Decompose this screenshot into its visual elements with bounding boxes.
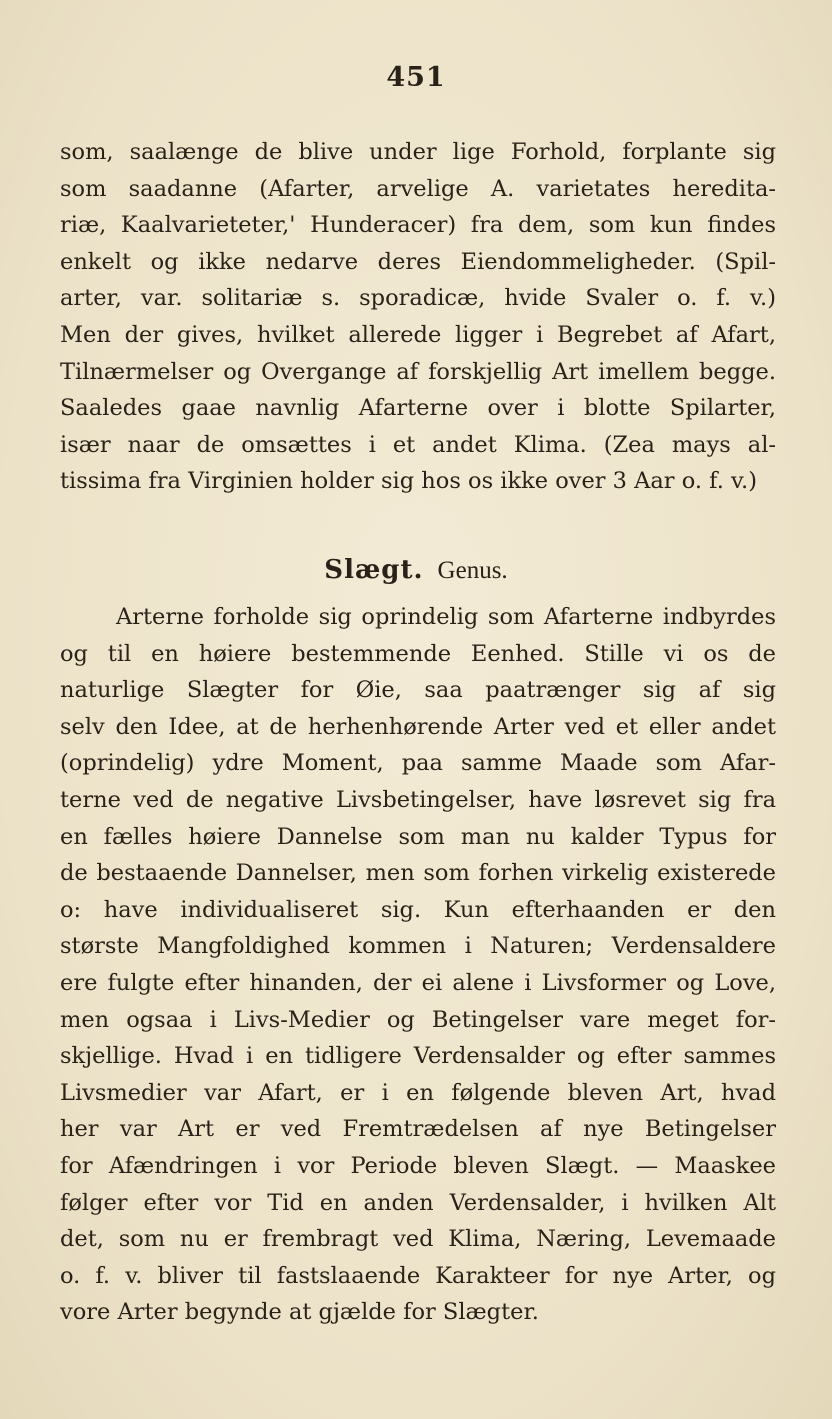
section-heading — [0, 552, 832, 589]
text-line: tissima fra Virginien holder sig hos os ikke over 3 Aar o. f. v.) — [60, 468, 757, 495]
text-line: og til en høiere bestemmende Eenhed. Stille vi os de — [60, 640, 776, 667]
text-line: de bestaaende Dannelser, men som forhen virkelig existerede — [60, 860, 776, 887]
paragraph-1 — [60, 134, 776, 500]
text-line: største Mangfoldighed kommen i Naturen; Verdensaldere — [60, 933, 776, 960]
text-line: Arterne forholde sig oprindelig som Afarterne indbyrdes — [116, 604, 776, 630]
text-line: men ogsaa i Livs-Medier og Betingelser vare meget for- — [60, 1006, 776, 1033]
text-line: for Afændringen i vor Periode bleven Slægt. — Maaskee — [60, 1152, 776, 1179]
section-heading-latin: Genus. — [437, 557, 508, 584]
page-number: 451 — [386, 62, 446, 93]
text-line: o. f. v. bliver til fastslaaende Karakteer for nye Arter, og — [60, 1262, 776, 1289]
text-line: arter, var. solitariæ s. sporadicæ, hvide Svaler o. f. v.) — [60, 285, 776, 312]
text-line: Tilnærmelser og Overgange af forskjellig Art imellem begge. — [60, 358, 776, 385]
text-line: som, saalænge de blive under lige Forhold, forplante sig — [60, 139, 776, 165]
text-line: riæ, Kaalvarieteter,' Hunderacer) fra dem, som kun findes — [60, 212, 776, 239]
text-line: her var Art er ved Fremtrædelsen af nye Betingelser — [60, 1116, 776, 1143]
text-line: (oprindelig) ydre Moment, paa samme Maade som Afar- — [60, 750, 776, 777]
text-line: terne ved de negative Livsbetingelser, have løsrevet sig fra — [60, 786, 776, 813]
text-line: selv den Idee, at de herhenhørende Arter ved et eller andet — [60, 713, 776, 740]
text-line: Men der gives, hvilket allerede ligger i Begrebet af Afart, — [60, 321, 776, 348]
text-line: Saaledes gaae navnlig Afarterne over i blotte Spilarter, — [60, 395, 776, 422]
text-line: vore Arter begynde at gjælde for Slægter. — [60, 1299, 539, 1326]
paragraph-2 — [60, 599, 776, 1331]
text-line: især naar de omsættes i et andet Klima. (Zea mays al- — [60, 431, 776, 458]
text-line: naturlige Slægter for Øie, saa paatrænger sig af sig — [60, 677, 776, 704]
text-line: det, som nu er frembragt ved Klima, Næring, Levemaade — [60, 1226, 776, 1253]
text-line: Livsmedier var Afart, er i en følgende bleven Art, hvad — [60, 1079, 776, 1106]
text-line: en fælles høiere Dannelse som man nu kalder Typus for — [60, 823, 776, 850]
text-line: enkelt og ikke nedarve deres Eiendommeligheder. (Spil- — [60, 248, 776, 275]
text-line: ere fulgte efter hinanden, der ei alene i Livsformer og Love, — [60, 969, 776, 996]
text-line: følger efter vor Tid en anden Verdensalder, i hvilken Alt — [60, 1189, 776, 1216]
text-line: skjellige. Hvad i en tidligere Verdensalder og efter sammes — [60, 1043, 776, 1070]
text-line: o: have individualiseret sig. Kun efterhaanden er den — [60, 896, 776, 923]
text-line: som saadanne (Afarter, arvelige A. varietates heredita- — [60, 175, 776, 202]
section-heading-danish: Slægt. — [324, 555, 424, 585]
